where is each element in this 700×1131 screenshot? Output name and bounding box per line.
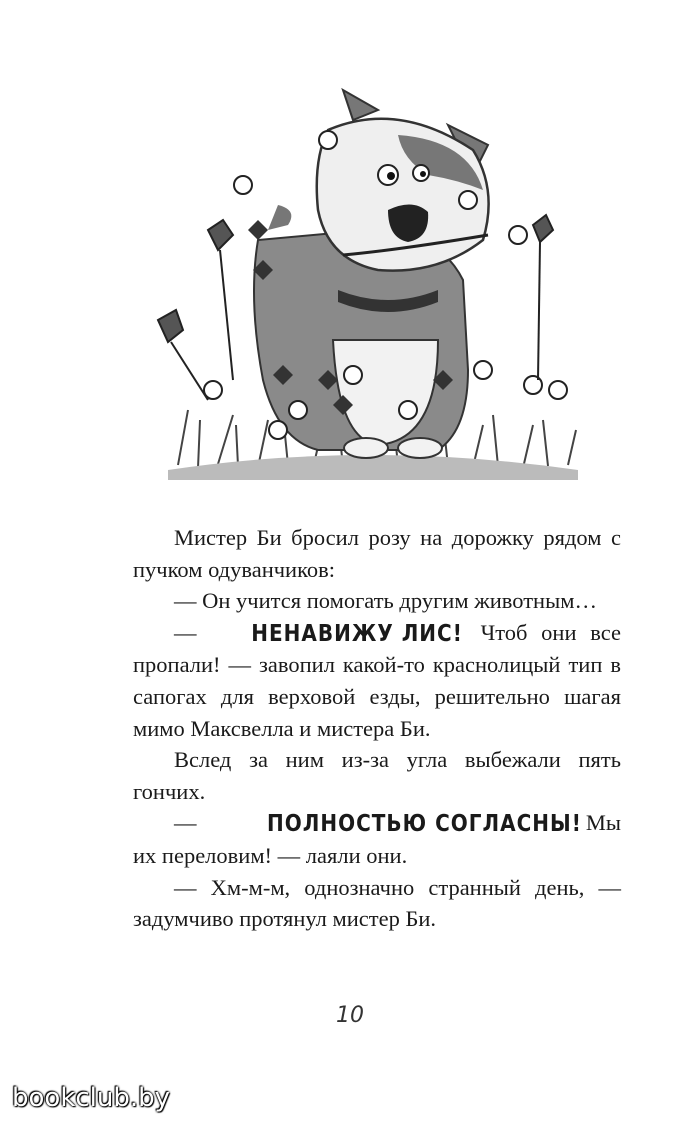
paragraph: — Он учится помогать другим животным… [174,588,597,614]
page-number: 10 [336,1003,364,1028]
paragraph: Вслед за ним из-за угла выбежали пять гончих. [133,747,621,804]
paragraph: Мистер Би бросил розу на дорожку рядом с пучком одуванчиков: [133,525,621,582]
watermark: bookclub.by [12,1083,171,1113]
shout-text: ПОЛНОСТЬЮ СОГЛАСНЫ! [267,809,582,838]
paragraph [133,617,621,744]
shout-text: НЕНАВИЖУ ЛИС! [251,618,463,647]
paragraph [133,807,621,871]
paragraph: — Хм-м-м, однозначно странный день, — задумчиво протянул мистер Би. [133,874,621,932]
dash: — [174,619,211,645]
body-text [133,522,621,935]
dog-illustration [138,80,593,500]
paragraph-rest: Мы их переловим! — лаяли они. [133,810,621,868]
dash: — [174,810,226,836]
paragraph-rest: Чтоб они все пропали! — завопил какой-то краснолицый тип в сапогах для верховой езды, решительно шагая мимо Максвелла и мистера Би. [133,619,621,741]
